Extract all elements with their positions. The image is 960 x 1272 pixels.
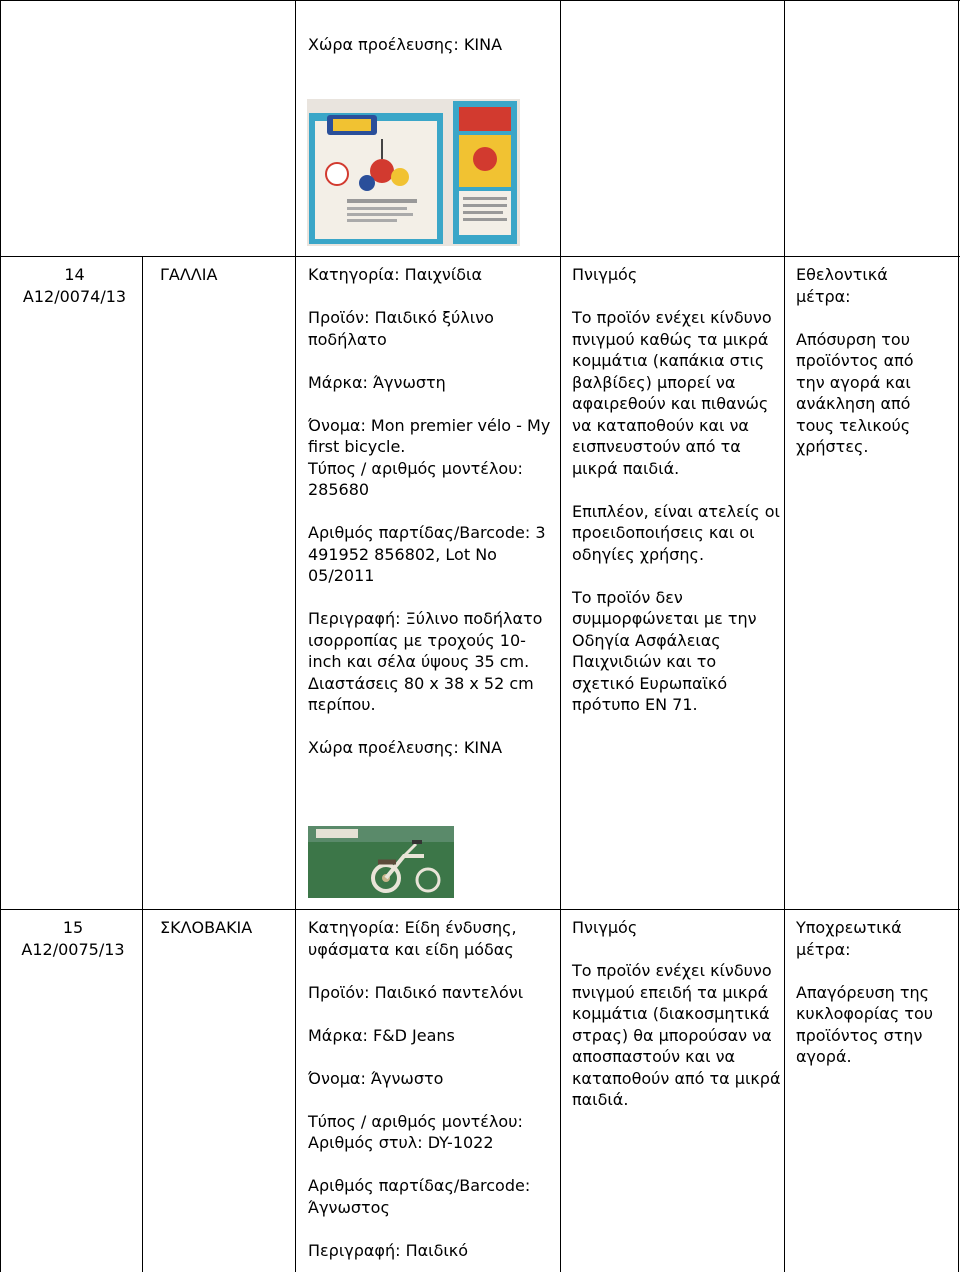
row15-measures-cell xyxy=(796,917,956,1068)
row14-risk-p3: Το προϊόν δεν συμμορφώνεται με την Οδηγία Ασφάλειας Παιχνιδιών και το σχετικό Ευρωπαϊκό πρότυπο ΕΝ 71. xyxy=(572,587,757,714)
row15-measures-text: Απαγόρευση της κυκλοφορίας του προϊόντος στην αγορά. xyxy=(796,982,933,1066)
row15-risk-cell xyxy=(572,917,782,1111)
row13-origin: Χώρα προέλευσης: ΚΙΝΑ xyxy=(308,35,503,54)
row14-country: ΓΑΛΛΙΑ xyxy=(160,265,218,284)
col-divider-3 xyxy=(560,0,561,1272)
row15-barcode: Αριθμός παρτίδας/Barcode: Άγνωστος xyxy=(308,1176,531,1217)
row15-country: ΣΚΛΟΒΑΚΙΑ xyxy=(160,918,253,937)
balance-bike-image xyxy=(308,826,454,898)
row14-category: Κατηγορία: Παιχνίδια xyxy=(308,265,482,284)
col-divider-2 xyxy=(295,0,296,1272)
row15-name: Όνομα: Άγνωστο xyxy=(308,1068,444,1088)
row14-id-cell xyxy=(12,264,137,307)
row14-measures-text: Απόσυρση του προϊόντος από την αγορά και ανάκληση από τους τελικούς χρήστες. xyxy=(796,329,914,456)
row14-product-photo xyxy=(308,826,454,898)
row15-country-cell xyxy=(160,917,290,939)
col-divider-4 xyxy=(784,0,785,1272)
row14-origin: Χώρα προέλευσης: ΚΙΝΑ xyxy=(308,738,503,757)
row15-id-cell xyxy=(8,917,138,960)
row14-country-cell xyxy=(160,264,290,286)
row15-risk-type: Πνιγμός xyxy=(572,918,638,937)
row14-risk-p1: Το προϊόν ενέχει κίνδυνο πνιγμού καθώς τα μικρά κομμάτια (καπάκια στις βαλβίδες) μπορεί να αφαιρεθούν και πιθανώς να καταποθούν και να εισπνευστούν από τα μικρά παιδιά. xyxy=(572,308,772,478)
row15-measures-type: Υποχρεωτικά μέτρα: xyxy=(796,918,902,959)
row15-product-cell xyxy=(308,917,554,1261)
row14-measures-cell xyxy=(796,264,928,458)
row15-model: Τύπος / αριθμός μοντέλου: Αριθμός στυλ: DY-1022 xyxy=(308,1111,523,1152)
row15-category: Κατηγορία: Είδη ένδυσης, υφάσματα και είδη μόδας xyxy=(308,918,517,959)
row14-brand: Μάρκα: Άγνωστη xyxy=(308,372,446,392)
row-divider-13-14 xyxy=(0,256,960,257)
row15-code: A12/0075/13 xyxy=(21,939,125,959)
row15-number: 15 xyxy=(62,918,84,937)
row14-product-cell xyxy=(308,264,554,759)
row15-brand: Μάρκα: F&D Jeans xyxy=(308,1025,455,1045)
row13-product-cell xyxy=(308,34,553,56)
row-divider-14-15 xyxy=(0,909,960,910)
mobile-toy-boxes-image xyxy=(307,99,520,246)
row15-risk-p1: Το προϊόν ενέχει κίνδυνο πνιγμού επειδή τα μικρά κομμάτια (διακοσμητικά στρας) θα μπορούσαν να αποσπαστούν και να καταποθούν από τα μικρά παιδιά. xyxy=(572,961,781,1109)
col-divider-0 xyxy=(0,0,1,1272)
row14-barcode: Αριθμός παρτίδας/Barcode: 3 491952 856802, Lot No 05/2011 xyxy=(308,523,546,585)
row14-risk-type: Πνιγμός xyxy=(572,265,638,284)
row14-measures-type: Εθελοντικά μέτρα: xyxy=(796,265,888,306)
row14-code: A12/0074/13 xyxy=(22,286,127,306)
row15-description: Περιγραφή: Παιδικό xyxy=(308,1240,469,1260)
row14-product: Προϊόν: Παιδικό ξύλινο ποδήλατο xyxy=(308,308,494,349)
row14-number: 14 xyxy=(64,265,85,284)
row14-name: Όνομα: Mon premier vélo - My first bicycle. xyxy=(308,415,551,456)
col-divider-1 xyxy=(142,256,143,1272)
row14-risk-p2: Επιπλέον, είναι ατελείς οι προειδοποιήσεις και οι οδηγίες χρήσης. xyxy=(572,501,780,564)
row14-risk-cell xyxy=(572,264,782,716)
col-divider-5 xyxy=(958,0,959,1272)
row14-model: Τύπος / αριθμός μοντέλου: 285680 xyxy=(308,458,523,499)
table-border-top xyxy=(0,0,960,1)
row15-product: Προϊόν: Παιδικό παντελόνι xyxy=(308,982,524,1002)
row13-product-photo xyxy=(307,99,520,246)
row14-description: Περιγραφή: Ξύλινο ποδήλατο ισορροπίας με τροχούς 10-inch και σέλα ύψους 35 cm. Διαστάσεις 80 x 38 x 52 cm περίπου. xyxy=(308,609,543,714)
